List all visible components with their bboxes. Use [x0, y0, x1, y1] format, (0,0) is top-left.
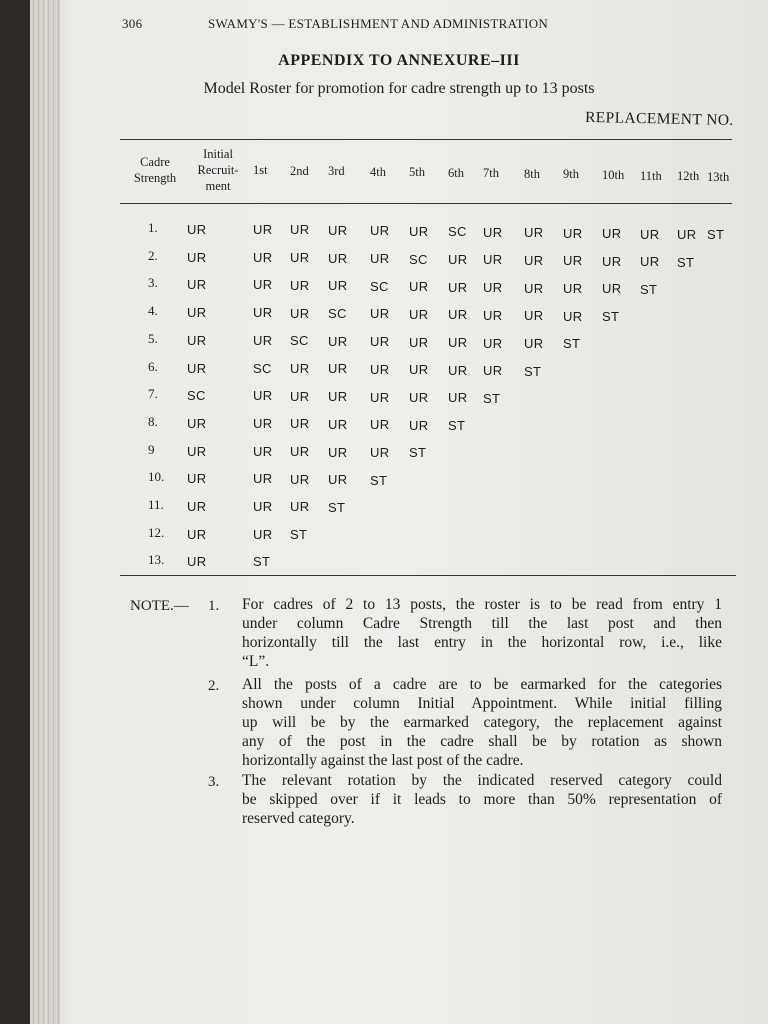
initial-recruitment-cell: UR	[187, 499, 207, 514]
column-header-7: 7th	[483, 166, 499, 181]
roster-cell: UR	[290, 471, 310, 487]
column-header-11: 11th	[640, 168, 662, 183]
roster-cell: UR	[290, 444, 310, 460]
roster-cell: ST	[328, 499, 346, 515]
roster-cell: UR	[328, 333, 348, 349]
roster-cell: UR	[602, 253, 622, 269]
initial-recruitment-cell: UR	[187, 554, 207, 570]
note-line: under column Cadre Strength till the last post and then	[242, 615, 722, 632]
roster-cell: UR	[448, 362, 468, 378]
column-header-4: 4th	[370, 164, 386, 179]
roster-cell: UR	[370, 223, 390, 239]
header-recruit-line: Recruit-	[197, 163, 239, 177]
note-line: be skipped over if it leads to more than 50% representation of	[242, 791, 722, 808]
roster-cell: UR	[370, 334, 390, 350]
roster-cell: UR	[677, 226, 697, 242]
roster-cell: SC	[448, 224, 467, 240]
roster-cell: UR	[602, 226, 622, 242]
cadre-strength-number: 6.	[148, 358, 158, 374]
roster-cell: UR	[448, 335, 468, 351]
roster-cell: UR	[370, 306, 390, 322]
note-line: reserved category.	[242, 810, 355, 827]
roster-cell: ST	[640, 281, 658, 297]
roster-cell: UR	[370, 251, 390, 267]
roster-cell: UR	[448, 390, 468, 406]
roster-cell: UR	[290, 388, 310, 404]
roster-cell: UR	[290, 305, 310, 321]
roster-cell: ST	[448, 418, 466, 434]
roster-cell: UR	[409, 223, 429, 239]
header-initial-recruitment	[188, 146, 248, 194]
roster-cell: UR	[524, 225, 544, 241]
roster-cell: UR	[524, 308, 544, 324]
roster-cell: ST	[370, 472, 388, 488]
column-header-8: 8th	[524, 166, 540, 181]
table-bottom-rule	[120, 575, 736, 576]
roster-cell: UR	[409, 334, 429, 350]
roster-cell: UR	[409, 362, 429, 378]
appendix-title: APPENDIX TO ANNEXURE–III	[278, 52, 520, 69]
roster-cell: UR	[448, 251, 468, 267]
roster-cell: UR	[253, 249, 273, 265]
roster-cell: UR	[448, 279, 468, 295]
roster-cell: SC	[253, 360, 272, 376]
table-top-rule	[120, 139, 732, 140]
header-cadre-line: Cadre	[140, 155, 170, 169]
roster-cell: UR	[328, 444, 348, 460]
column-header-5: 5th	[409, 165, 425, 180]
note-line: up will be by the earmarked category, the replacement against	[242, 714, 722, 731]
roster-cell: SC	[409, 251, 428, 267]
note-number: 1.	[208, 598, 220, 614]
roster-cell: UR	[370, 389, 390, 405]
roster-cell: UR	[253, 388, 273, 404]
cadre-strength-number: 10.	[148, 469, 165, 485]
roster-cell: UR	[409, 306, 429, 322]
roster-cell: UR	[370, 361, 390, 377]
running-head	[122, 16, 548, 32]
roster-cell: UR	[253, 222, 273, 237]
roster-cell: UR	[253, 471, 273, 487]
column-header-3: 3rd	[328, 164, 345, 179]
roster-cell: ST	[409, 445, 427, 461]
roster-cell: ST	[290, 527, 308, 543]
roster-cell: UR	[290, 277, 310, 293]
cadre-strength-number: 9	[148, 441, 155, 457]
roster-cell: ST	[253, 554, 271, 570]
roster-cell: UR	[483, 335, 503, 351]
roster-cell: UR	[328, 278, 348, 294]
roster-cell: UR	[370, 444, 390, 460]
roster-cell: UR	[483, 252, 503, 268]
roster-cell: ST	[483, 390, 501, 406]
roster-cell: UR	[253, 526, 273, 542]
column-header-9: 9th	[563, 167, 579, 182]
roster-cell: UR	[640, 226, 660, 242]
roster-cell: UR	[524, 280, 544, 296]
initial-recruitment-cell: UR	[187, 332, 207, 348]
roster-cell: UR	[563, 281, 583, 296]
cadre-strength-number: 12.	[148, 524, 165, 540]
header-strength-line: Strength	[133, 171, 177, 185]
roster-cell: UR	[483, 307, 503, 323]
roster-cell: UR	[290, 416, 310, 432]
initial-recruitment-cell: UR	[187, 471, 207, 487]
cadre-strength-number: 5.	[148, 330, 158, 346]
column-header-13: 13th	[707, 169, 730, 184]
roster-cell: UR	[253, 332, 273, 348]
roster-cell: UR	[563, 308, 583, 324]
note-line: All the posts of a cadre are to be earmarked for the categories	[242, 676, 722, 693]
roster-cell: UR	[602, 281, 622, 297]
roster-subtitle: Model Roster for promotion for cadre strength up to 13 posts	[203, 80, 595, 97]
roster-cell: UR	[563, 225, 583, 241]
initial-recruitment-cell: UR	[187, 305, 207, 321]
roster-cell: UR	[640, 254, 660, 270]
column-header-1: 1st	[253, 163, 268, 177]
initial-recruitment-cell: UR	[187, 222, 207, 237]
initial-recruitment-cell: SC	[187, 388, 206, 404]
header-cadre-strength	[120, 154, 190, 186]
note-line: shown under column Initial Appointment. While initial filling	[242, 695, 722, 712]
roster-cell: UR	[290, 360, 310, 376]
roster-cell: UR	[328, 250, 348, 266]
roster-cell: SC	[290, 333, 309, 349]
roster-cell: UR	[290, 250, 310, 266]
note-line: The relevant rotation by the indicated reserved category could	[242, 772, 722, 789]
roster-cell: UR	[328, 361, 348, 377]
roster-cell: UR	[409, 390, 429, 405]
column-header-2: 2nd	[290, 163, 309, 178]
document-page	[30, 0, 768, 1024]
cadre-strength-number: 13.	[148, 552, 165, 568]
note-number: 3.	[208, 774, 220, 790]
roster-cell: UR	[563, 253, 583, 269]
cadre-strength-number: 2.	[148, 247, 158, 263]
roster-cell: SC	[370, 278, 389, 294]
note-label: NOTE.—	[130, 598, 189, 614]
roster-cell: UR	[290, 499, 310, 515]
cadre-strength-number: 3.	[148, 275, 158, 291]
roster-cell: UR	[409, 279, 429, 295]
roster-cell: UR	[253, 415, 273, 431]
roster-cell: UR	[409, 417, 429, 433]
roster-cell: ST	[524, 363, 542, 379]
header-initial-line: Initial	[203, 147, 233, 161]
note-line: horizontally against the last post of the cadre.	[242, 752, 524, 769]
roster-cell: ST	[563, 336, 581, 352]
roster-cell: UR	[328, 472, 348, 488]
note-line: For cadres of 2 to 13 posts, the roster is to be read from entry 1	[242, 596, 722, 613]
cadre-strength-number: 8.	[148, 413, 158, 429]
roster-cell: UR	[370, 417, 390, 433]
column-header-6: 6th	[448, 165, 464, 180]
cadre-strength-number: 4.	[148, 303, 158, 319]
roster-cell: UR	[253, 305, 273, 321]
note-line: “L”.	[242, 653, 270, 670]
header-ment-line: ment	[205, 179, 231, 193]
roster-cell: UR	[328, 416, 348, 432]
roster-cell: ST	[677, 254, 695, 270]
roster-cell: UR	[290, 222, 310, 238]
initial-recruitment-cell: UR	[187, 526, 207, 542]
roster-cell: UR	[483, 280, 503, 296]
initial-recruitment-cell: UR	[187, 415, 207, 431]
roster-cell: UR	[328, 389, 348, 405]
roster-cell: UR	[483, 363, 503, 379]
roster-cell: UR	[524, 252, 544, 268]
initial-recruitment-cell: UR	[187, 277, 207, 293]
page-number: 306	[122, 16, 143, 31]
book-title: SWAMY'S — ESTABLISHMENT AND ADMINISTRATION	[207, 16, 549, 31]
cadre-strength-number: 7.	[148, 386, 158, 402]
note-number: 2.	[208, 678, 220, 694]
note-line: any of the post in the cadre shall be by rotation as shown	[242, 733, 722, 750]
roster-cell: UR	[253, 277, 273, 293]
initial-recruitment-cell: UR	[187, 249, 207, 265]
replacement-label: REPLACEMENT NO.	[585, 108, 735, 129]
stacked-page-edges	[30, 0, 60, 1024]
cadre-strength-number: 11.	[148, 497, 164, 512]
column-header-10: 10th	[602, 167, 625, 182]
initial-recruitment-cell: UR	[187, 360, 207, 376]
roster-cell: UR	[253, 443, 273, 459]
note-line: horizontally till the last entry in the horizontal row, i.e., like	[242, 634, 722, 651]
roster-cell: SC	[328, 306, 347, 321]
roster-cell: ST	[707, 227, 725, 243]
table-header-rule	[120, 203, 732, 204]
cadre-strength-number: 1.	[148, 220, 158, 235]
roster-cell: UR	[328, 222, 348, 238]
initial-recruitment-cell: UR	[187, 443, 207, 459]
roster-cell: UR	[448, 307, 468, 323]
column-header-12: 12th	[677, 169, 700, 184]
roster-cell: UR	[483, 224, 503, 240]
roster-cell: ST	[602, 309, 620, 325]
roster-cell: UR	[253, 499, 273, 514]
roster-cell: UR	[524, 335, 544, 351]
